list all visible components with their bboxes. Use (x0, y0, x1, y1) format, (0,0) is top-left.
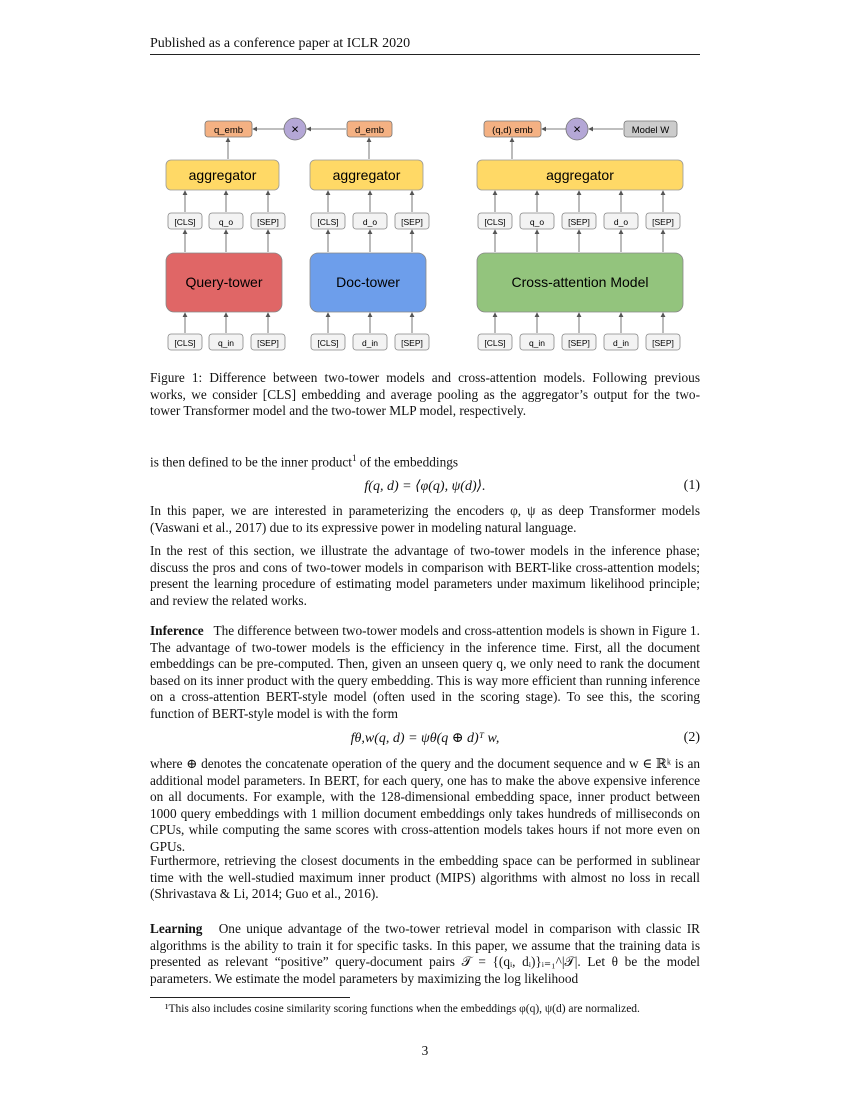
svg-text:q_in: q_in (528, 338, 546, 348)
paragraph-inference (150, 623, 700, 722)
svg-text:[CLS]: [CLS] (174, 217, 196, 227)
svg-text:[CLS]: [CLS] (317, 338, 339, 348)
query-tower-label: Query-tower (185, 274, 263, 290)
aggregator-doc-label: aggregator (332, 167, 401, 183)
doc-input-tokens (311, 313, 429, 350)
svg-text:[SEP]: [SEP] (652, 217, 674, 227)
svg-text:d_in: d_in (612, 338, 630, 348)
learning-text: One unique advantage of the two-tower retrieval model in comparison with classic IR algorithms is the ability to train it for specific tasks. In this paper, we assume that the training data is presented as relevant “positive” query-document pairs 𝒯 = {(qᵢ, dᵢ)}ᵢ₌₁^|𝒯|. Let θ be the model parameters. We estimate the model parameters by maximizing the log likelihood (150, 921, 700, 986)
aggregator-query-label: aggregator (188, 167, 257, 183)
svg-text:d_o: d_o (362, 217, 378, 227)
svg-text:[CLS]: [CLS] (174, 338, 196, 348)
paragraph-mips: Furthermore, retrieving the closest documents in the embedding space can be performed in sublinear time with the well-studied maximum inner product (MIPS) algorithms with almost no loss in recall (Shrivastava & Li, 2014; Guo et al., 2016). (150, 853, 700, 901)
equation-1-number: (1) (683, 478, 700, 493)
cross-output-tokens (478, 191, 680, 229)
svg-text:q_in: q_in (217, 338, 235, 348)
figure-1-diagram (150, 105, 700, 365)
svg-text:[SEP]: [SEP] (568, 217, 590, 227)
query-input-tokens (168, 313, 285, 350)
query-output-tokens (168, 191, 285, 229)
svg-text:d_o: d_o (613, 217, 629, 227)
footnote-rule (150, 997, 350, 998)
qd-emb-label: (q,d) emb (492, 125, 533, 136)
doc-tower-label: Doc-tower (336, 274, 400, 290)
equation-2-expression: fθ,w(q, d) = ψθ(q ⊕ d)ᵀ w, (350, 731, 500, 746)
figure-caption: Figure 1: Difference between two-tower models and cross-attention models. Following previous works, we consider [CLS] embedding and average pooling as the aggregator’s output for the two-tower Transformer model and the two-tower MLP model, respectively. (150, 370, 700, 418)
svg-text:[SEP]: [SEP] (257, 217, 279, 227)
svg-text:[SEP]: [SEP] (257, 338, 279, 348)
svg-text:[CLS]: [CLS] (317, 217, 339, 227)
paragraph-inner-product: is then defined to be the inner product$^1$ of the embeddings (150, 453, 459, 470)
doc-output-tokens (311, 191, 429, 229)
paragraph-rest-of-section: In the rest of this section, we illustrate the advantage of two-tower models in the inference phase; discuss the pros and cons of two-tower models in comparison with BERT-like cross-attention models; present the learning procedure of estimating model parameters under maximum likelihood principle; and review the related works. (150, 543, 700, 608)
page-number: 3 (421, 1043, 429, 1058)
paragraph-parameterizing: In this paper, we are interested in parameterizing the encoders φ, ψ as deep Transformer models (Vaswani et al., 2017) due to its expressive power in modeling natural language. (150, 503, 700, 535)
svg-text:[SEP]: [SEP] (401, 338, 423, 348)
model-w-label: Model W (631, 125, 670, 136)
svg-text:[CLS]: [CLS] (484, 338, 506, 348)
svg-text:[SEP]: [SEP] (568, 338, 590, 348)
d-emb-label: d_emb (354, 125, 385, 136)
inference-text: The difference between two-tower models and cross-attention models is shown in Figure 1. The advantage of two-tower models is the efficiency in the inference time. First, all the document embeddings can be pre-computed. Then, given an unseen query q, we only need to rank the document based on its inner product with the query embedding. This is way more efficient than running inference on a cross-attention BERT-style model (often used in the scoring stage). To see this, the scoring function of BERT-style model is with the form (150, 623, 701, 721)
footnote-marker: 1 (351, 453, 357, 463)
learning-heading: Learning (150, 921, 203, 936)
paragraph-learning (150, 921, 700, 987)
cross-input-tokens (478, 313, 680, 350)
equation-2-number: (2) (683, 730, 700, 745)
times-icon-cross: × (573, 121, 581, 137)
svg-text:[CLS]: [CLS] (484, 217, 506, 227)
svg-text:q_o: q_o (529, 217, 545, 227)
q-emb-label: q_emb (213, 125, 244, 136)
equation-1-expression: f(q, d) = ⟨φ(q), ψ(d)⟩. (364, 479, 486, 494)
cross-attention-model-label: Cross-attention Model (511, 274, 649, 290)
svg-text:d_in: d_in (361, 338, 379, 348)
svg-text:q_o: q_o (218, 217, 234, 227)
paragraph-concatenate: where ⊕ denotes the concatenate operation of the query and the document sequence and w ∈ ℝᵏ is an additional model parameters. In BERT, for each query, one has to make the above expensive inference on all documents. For example, with the 128-dimensional embedding space, inner product between 1000 query embeddings with 1 million document embeddings only takes hundreds of milliseconds on CPUs, while computing the same scores with cross-attention models takes hours if not more even on GPUs. (150, 756, 700, 854)
inference-heading: Inference (150, 623, 204, 638)
running-header: Published as a conference paper at ICLR 2020 (150, 36, 411, 51)
svg-text:[SEP]: [SEP] (401, 217, 423, 227)
svg-text:[SEP]: [SEP] (652, 338, 674, 348)
times-icon: × (291, 121, 299, 137)
aggregator-cross-label: aggregator (546, 167, 614, 183)
header-rule (150, 54, 700, 55)
footnote: ¹This also includes cosine similarity scoring functions when the embeddings φ(q), ψ(d) are normalized. (165, 1003, 640, 1015)
